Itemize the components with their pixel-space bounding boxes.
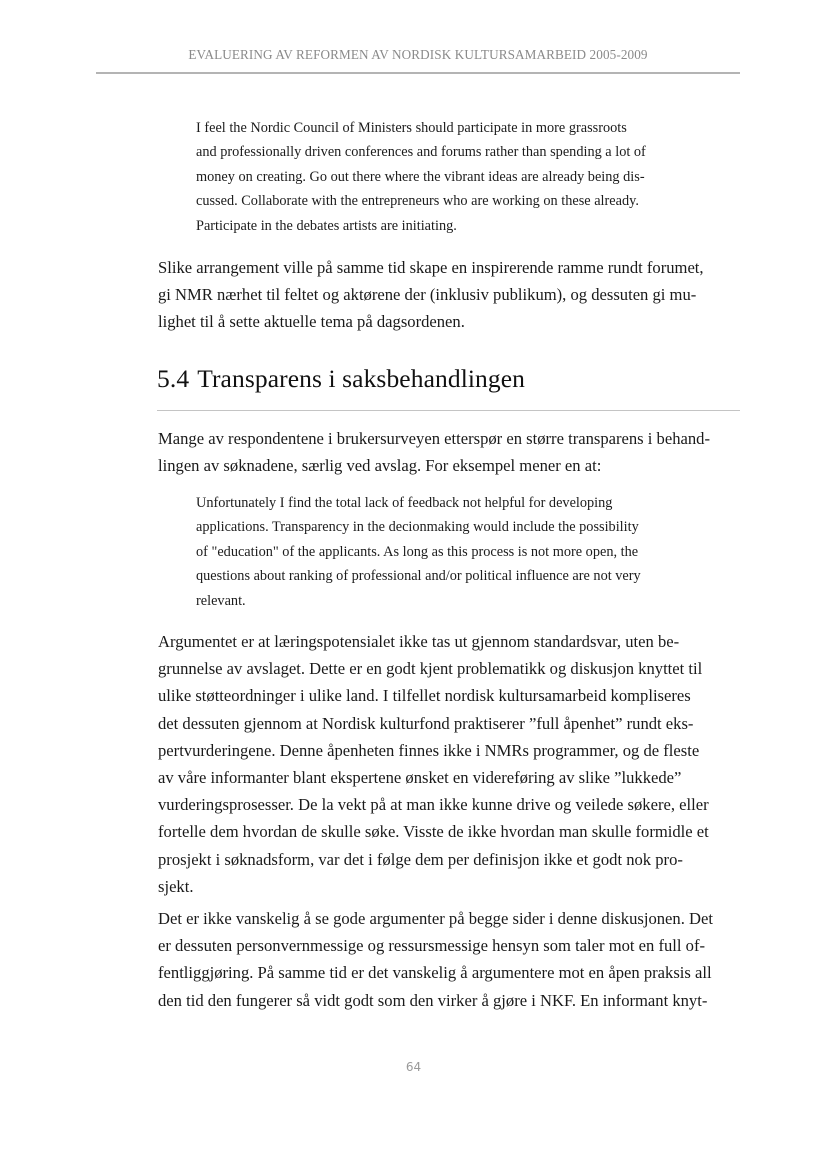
text-line: Slike arrangement ville på samme tid skape en inspirerende ramme rundt forumet, bbox=[158, 258, 704, 277]
running-header: EVALUERING AV REFORMEN AV NORDISK KULTURSAMARBEID 2005-2009 bbox=[188, 47, 648, 62]
block-quote-grassroots bbox=[196, 116, 686, 238]
text-line: den tid den fungerer så vidt godt som den virker å gjøre i NKF. En informant knyt- bbox=[158, 990, 708, 1010]
text-line: ulike støtteordninger i ulike land. I tilfellet nordisk kultursamarbeid kompliseres bbox=[158, 686, 691, 706]
text-line: lighet til å sette aktuelle tema på dagsordenen. bbox=[158, 312, 465, 332]
quote-line: Participate in the debates artists are initiating. bbox=[196, 217, 457, 234]
paragraph-arrangement bbox=[158, 254, 728, 336]
text-line: Mange av respondentene i brukersurveyen etterspør en større transparens i behand- bbox=[158, 429, 710, 448]
text-line: det dessuten gjennom at Nordisk kulturfond praktiserer ”full åpenhet” rundt eks- bbox=[158, 713, 694, 733]
block-quote-feedback bbox=[196, 491, 686, 613]
text-line: er dessuten personvernmessige og ressursmessige hensyn som taler mot en full of- bbox=[158, 936, 706, 956]
quote-line: questions about ranking of professional and/or political influence are not very bbox=[196, 568, 641, 585]
quote-line: of "education" of the applicants. As long as this process is not more open, the bbox=[196, 543, 639, 560]
section-number: 5.4 bbox=[157, 364, 190, 393]
text-line: Det er ikke vanskelig å se gode argumenter på begge sider i denne diskusjonen. Det bbox=[158, 909, 713, 928]
quote-line: I feel the Nordic Council of Ministers should participate in more grassroots bbox=[196, 120, 627, 136]
quote-text bbox=[196, 491, 686, 613]
quote-line: and professionally driven conferences and forums rather than spending a lot of bbox=[196, 144, 646, 161]
text-line: pertvurderingene. Denne åpenheten finnes ikke i NMRs programmer, og de fleste bbox=[158, 740, 700, 760]
paragraph-respondents bbox=[158, 425, 728, 479]
text-line: sjekt. bbox=[158, 876, 194, 896]
paragraph-argument bbox=[158, 628, 728, 900]
text-line: lingen av søknadene, særlig ved avslag. For eksempel mener en at: bbox=[158, 456, 602, 476]
text-line: vurderingsprosesser. De la vekt på at man ikke kunne drive og veilede søkere, eller bbox=[158, 795, 709, 815]
text-line: prosjekt i søknadsform, var det i følge dem per definisjon ikke et godt nok pro- bbox=[158, 849, 683, 869]
text-line: fentliggjøring. På samme tid er det vanskelig å argumentere mot en åpen praksis all bbox=[158, 963, 712, 983]
paragraph-discussion bbox=[158, 905, 728, 1014]
page-number: 64 bbox=[405, 1060, 422, 1074]
quote-line: applications. Transparency in the decionmaking would include the possibility bbox=[196, 519, 639, 536]
section-rule bbox=[157, 410, 740, 411]
quote-text bbox=[196, 116, 686, 238]
text-line: Argumentet er at læringspotensialet ikke tas ut gjennom standardsvar, uten be- bbox=[158, 632, 680, 651]
quote-line: cussed. Collaborate with the entrepreneurs who are working on these already. bbox=[196, 193, 639, 210]
quote-line: relevant. bbox=[196, 592, 246, 609]
text-line: av våre informanter blant ekspertene ønsket en videreføring av slike ”lukkede” bbox=[158, 768, 682, 788]
text-line: gi NMR nærhet til feltet og aktørene der (inklusiv publikum), og dessuten gi mu- bbox=[158, 285, 697, 305]
paragraph-text bbox=[158, 425, 728, 479]
text-line: grunnelse av avslaget. Dette er en godt kjent problematikk og diskusjon knyttet til bbox=[158, 659, 703, 679]
text-line: fortelle dem hvordan de skulle søke. Visste de ikke hvordan man skulle formidle et bbox=[158, 822, 709, 842]
section-heading bbox=[157, 364, 525, 394]
paragraph-text bbox=[158, 905, 728, 1014]
quote-line: Unfortunately I find the total lack of feedback not helpful for developing bbox=[196, 495, 613, 511]
paragraph-text bbox=[158, 628, 728, 900]
header-rule bbox=[96, 72, 740, 74]
paragraph-text bbox=[158, 254, 728, 336]
section-title: Transparens i saksbehandlingen bbox=[197, 364, 526, 393]
quote-line: money on creating. Go out there where the vibrant ideas are already being dis- bbox=[196, 168, 645, 185]
